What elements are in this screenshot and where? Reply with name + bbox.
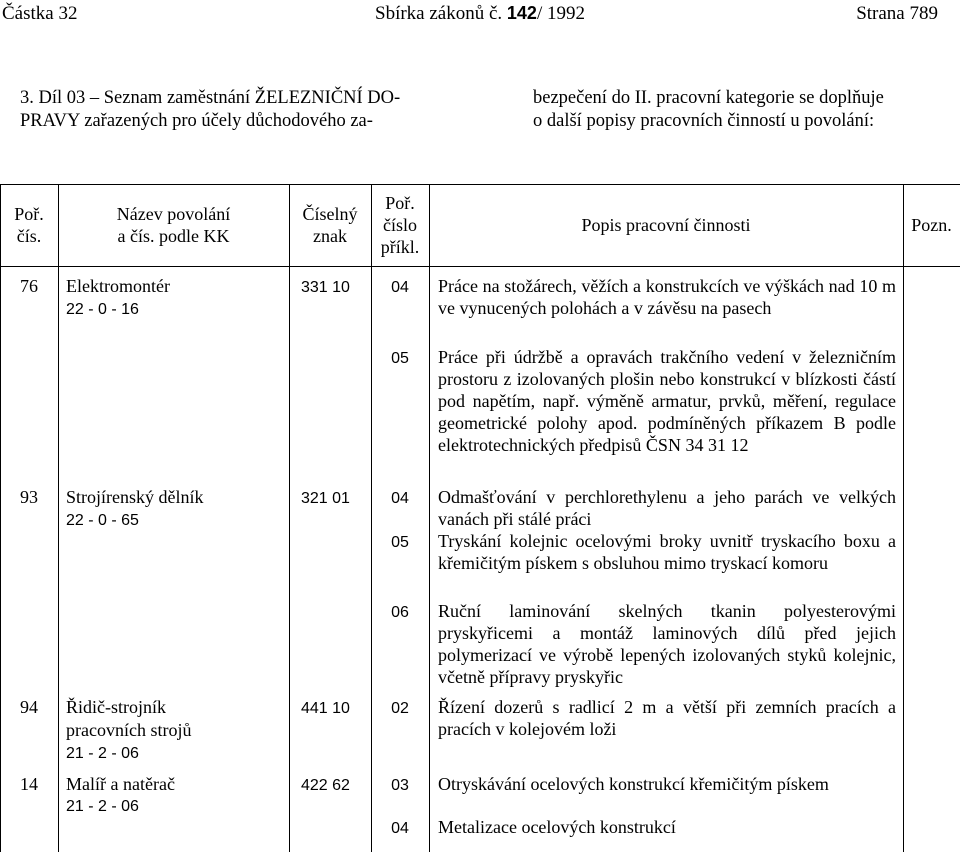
code: 321 01: [301, 490, 350, 507]
intro-line: PRAVY zařazených pro účely důchodového za-: [20, 111, 373, 131]
occupation-name-cont: pracovních strojů: [66, 720, 192, 740]
activity-description: Ruční laminování skelných tkanin polyesterovými pryskyřicemi a montáž laminových dílů před jejich polymerizací ve výrobě lepených izolovaných styků kolejnic, včetně přípravy pryskyřic: [438, 601, 896, 687]
row-number: 76: [20, 276, 38, 296]
col-border: [429, 184, 430, 852]
occupation-name: Řidič-strojník: [66, 697, 166, 717]
code: 441 10: [301, 700, 350, 717]
code: 331 10: [301, 279, 350, 296]
row-number: 14: [20, 774, 38, 794]
occupation-table: [0, 184, 960, 852]
example-number: 02: [391, 700, 409, 717]
kk-number: 21 - 2 - 06: [66, 798, 139, 815]
header-bottom-border: [0, 266, 960, 267]
kk-number: 22 - 0 - 16: [66, 301, 139, 318]
example-number: 04: [391, 279, 409, 296]
law-number: 142: [506, 3, 537, 23]
example-number: 04: [391, 820, 409, 837]
table-top-border: [0, 184, 960, 185]
header-pozn: Pozn.: [911, 215, 952, 235]
example-number: 05: [391, 350, 409, 367]
example-number: 04: [391, 490, 409, 507]
kk-number: 21 - 2 - 06: [66, 745, 139, 762]
page-number: Strana 789: [856, 3, 938, 24]
header-ciselny-znak: Číselný znak: [302, 204, 358, 246]
row-number: 93: [20, 487, 38, 507]
kk-number: 22 - 0 - 65: [66, 512, 139, 529]
intro-line: o další popisy pracovních činností u povolání:: [533, 111, 875, 131]
occupation-name: Strojírenský dělník: [66, 487, 204, 507]
header-por-cis: Poř. čís.: [14, 204, 44, 246]
occupation-name: Malíř a natěrač: [66, 774, 175, 794]
col-border: [289, 184, 290, 852]
collection-title: [0, 3, 960, 25]
header-por-priklad: Poř. číslo příkl.: [380, 193, 420, 257]
activity-description: Otryskávání ocelových konstrukcí křemičitým pískem: [438, 774, 829, 794]
col-border: [58, 184, 59, 852]
intro-line: 3. Díl 03 – Seznam zaměstnání ŽELEZNIČNÍ DO-: [20, 88, 401, 108]
header-popis: Popis pracovní činnosti: [581, 215, 751, 235]
row-number: 94: [20, 697, 38, 717]
activity-description: Tryskání kolejnic ocelovými broky uvnitř tryskacího boxu a křemičitým pískem s obsluhou mimo tryskací komoru: [438, 531, 896, 573]
activity-description: Řízení dozerů s radlicí 2 m a větší při zemních pracích a pracích v kolejovém loži: [438, 697, 896, 739]
code: 422 62: [301, 777, 350, 794]
activity-description: Práce na stožárech, věžích a konstrukcích ve výškách nad 10 m ve vynucených polohách a v závěsu na pasech: [438, 276, 896, 318]
intro-line: bezpečení do II. pracovní kategorie se doplňuje: [533, 88, 884, 108]
col-border: [903, 184, 904, 852]
intro-right-column: [533, 87, 960, 133]
part-number: Částka 32: [2, 3, 78, 24]
header-nazev: Název povolání a čís. podle KK: [116, 204, 231, 246]
activity-description: Metalizace ocelových konstrukcí: [438, 817, 676, 837]
example-number: 05: [391, 534, 409, 551]
example-number: 06: [391, 604, 409, 621]
page-header: [0, 3, 960, 33]
occupation-name: Elektromontér: [66, 276, 170, 296]
example-number: 03: [391, 777, 409, 794]
collection-prefix: Sbírka zákonů č.: [375, 3, 503, 24]
activity-description: Odmašťování v perchlorethylenu a jeho parách ve velkých vanách při stálé práci: [438, 487, 896, 529]
intro-left-column: [20, 87, 470, 133]
activity-description: Práce při údržbě a opravách trakčního vedení v železničním prostoru z izolovaných plošin nebo konstrukcí v blízkosti částí pod napětím, např. výměně armatur, prvků, měření, regulace geometrické polohy apod. podmíněných příkazem B podle elektrotechnických předpisů ČSN 34 31 12: [438, 347, 896, 455]
collection-year: / 1992: [536, 3, 585, 24]
